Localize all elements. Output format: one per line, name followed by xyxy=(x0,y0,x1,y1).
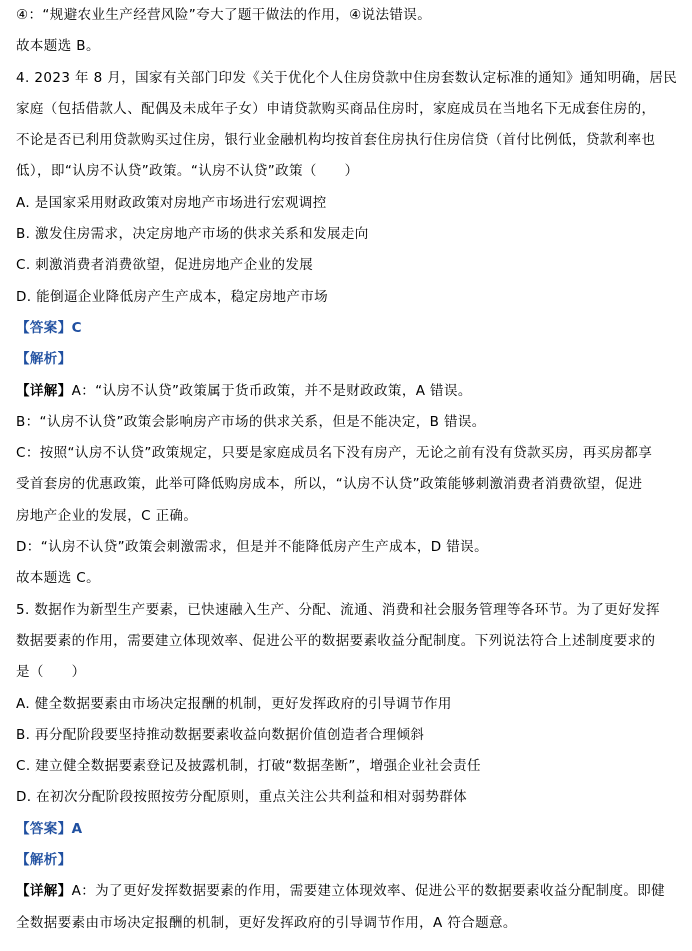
text-line: 房地产企业的发展，C 正确。 xyxy=(16,507,198,524)
detail-label: 【详解】 xyxy=(16,883,72,900)
text-line: D：“认房不认贷”政策会刺激需求，但是并不能降低房产生产成本，D 错误。 xyxy=(16,539,488,556)
detail-text: A：为了更好发挥数据要素的作用，需要建立体现效率、促进公平的数据要素收益分配制度。即健 xyxy=(71,883,666,900)
text-line: 不论是否已利用贷款购买过住房，银行业金融机构均按首套住房执行住房信贷（首付比例低，贷款利率也 xyxy=(16,132,656,149)
option-c: C. 建立健全数据要素登记及披露机制，打破“数据垄断”，增强企业社会责任 xyxy=(16,758,481,775)
text-line: B：“认房不认贷”政策会影响房产市场的供求关系，但是不能决定，B 错误。 xyxy=(16,413,486,430)
detail-label: 【详解】 xyxy=(16,382,72,399)
text-line: C：按照“认房不认贷”政策规定，只要是家庭成员名下没有房产，无论之前有没有贷款买房，再买房都享 xyxy=(16,445,653,462)
text-line: 全数据要素由市场决定报酬的机制，更好发挥政府的引导调节作用，A 符合题意。 xyxy=(16,914,517,931)
text-line: 家庭（包括借款人、配偶及未成年子女）申请贷款购买商品住房时，家庭成员在当地名下无成套住房的， xyxy=(16,100,656,117)
answer-label: 【答案】C xyxy=(16,319,82,336)
detail-text: A：“认房不认贷”政策属于货币政策，并不是财政政策，A 错误。 xyxy=(71,382,472,399)
analysis-label: 【解析】 xyxy=(16,351,72,368)
text-line: 是（ ） xyxy=(16,664,86,681)
option-b: B. 再分配阶段要坚持推动数据要素收益向数据价值创造者合理倾斜 xyxy=(16,726,425,743)
detail-line xyxy=(16,376,680,407)
option-a: A. 健全数据要素由市场决定报酬的机制，更好发挥政府的引导调节作用 xyxy=(16,695,452,712)
option-b: B. 激发住房需求，决定房地产市场的供求关系和发展走向 xyxy=(16,226,369,243)
option-a: A. 是国家采用财政政策对房地产市场进行宏观调控 xyxy=(16,194,327,211)
option-d: D. 在初次分配阶段按照按劳分配原则，重点关注公共利益和相对弱势群体 xyxy=(16,789,468,806)
option-d: D. 能倒逼企业降低房产生产成本，稳定房地产市场 xyxy=(16,288,329,305)
detail-line xyxy=(16,876,680,907)
question-5-stem: 5. 数据作为新型生产要素，已快速融入生产、分配、流通、消费和社会服务管理等各环节。为了更好发挥 xyxy=(16,601,660,618)
text-line: ④：“规避农业生产经营风险”夸大了题干做法的作用，④说法错误。 xyxy=(16,7,432,23)
text-line: 低），即“认房不认贷”政策。“认房不认贷”政策（ ） xyxy=(16,163,359,180)
answer-label: 【答案】A xyxy=(16,820,83,837)
text-line: 故本题选 C。 xyxy=(16,570,101,587)
analysis-label: 【解析】 xyxy=(16,852,72,869)
question-4-stem: 4. 2023 年 8 月，国家有关部门印发《关于优化个人住房贷款中住房套数认定标准的通知》通知明确，居民 xyxy=(16,69,678,86)
text-line: 受首套房的优惠政策，此举可降低购房成本，所以，“认房不认贷”政策能够刺激消费者消费欲望，促进 xyxy=(16,476,643,493)
text-line: 故本题选 B。 xyxy=(16,38,100,55)
text-line: 数据要素的作用，需要建立体现效率、促进公平的数据要素收益分配制度。下列说法符合上述制度要求的 xyxy=(16,632,656,649)
option-c: C. 刺激消费者消费欲望，促进房地产企业的发展 xyxy=(16,257,314,274)
